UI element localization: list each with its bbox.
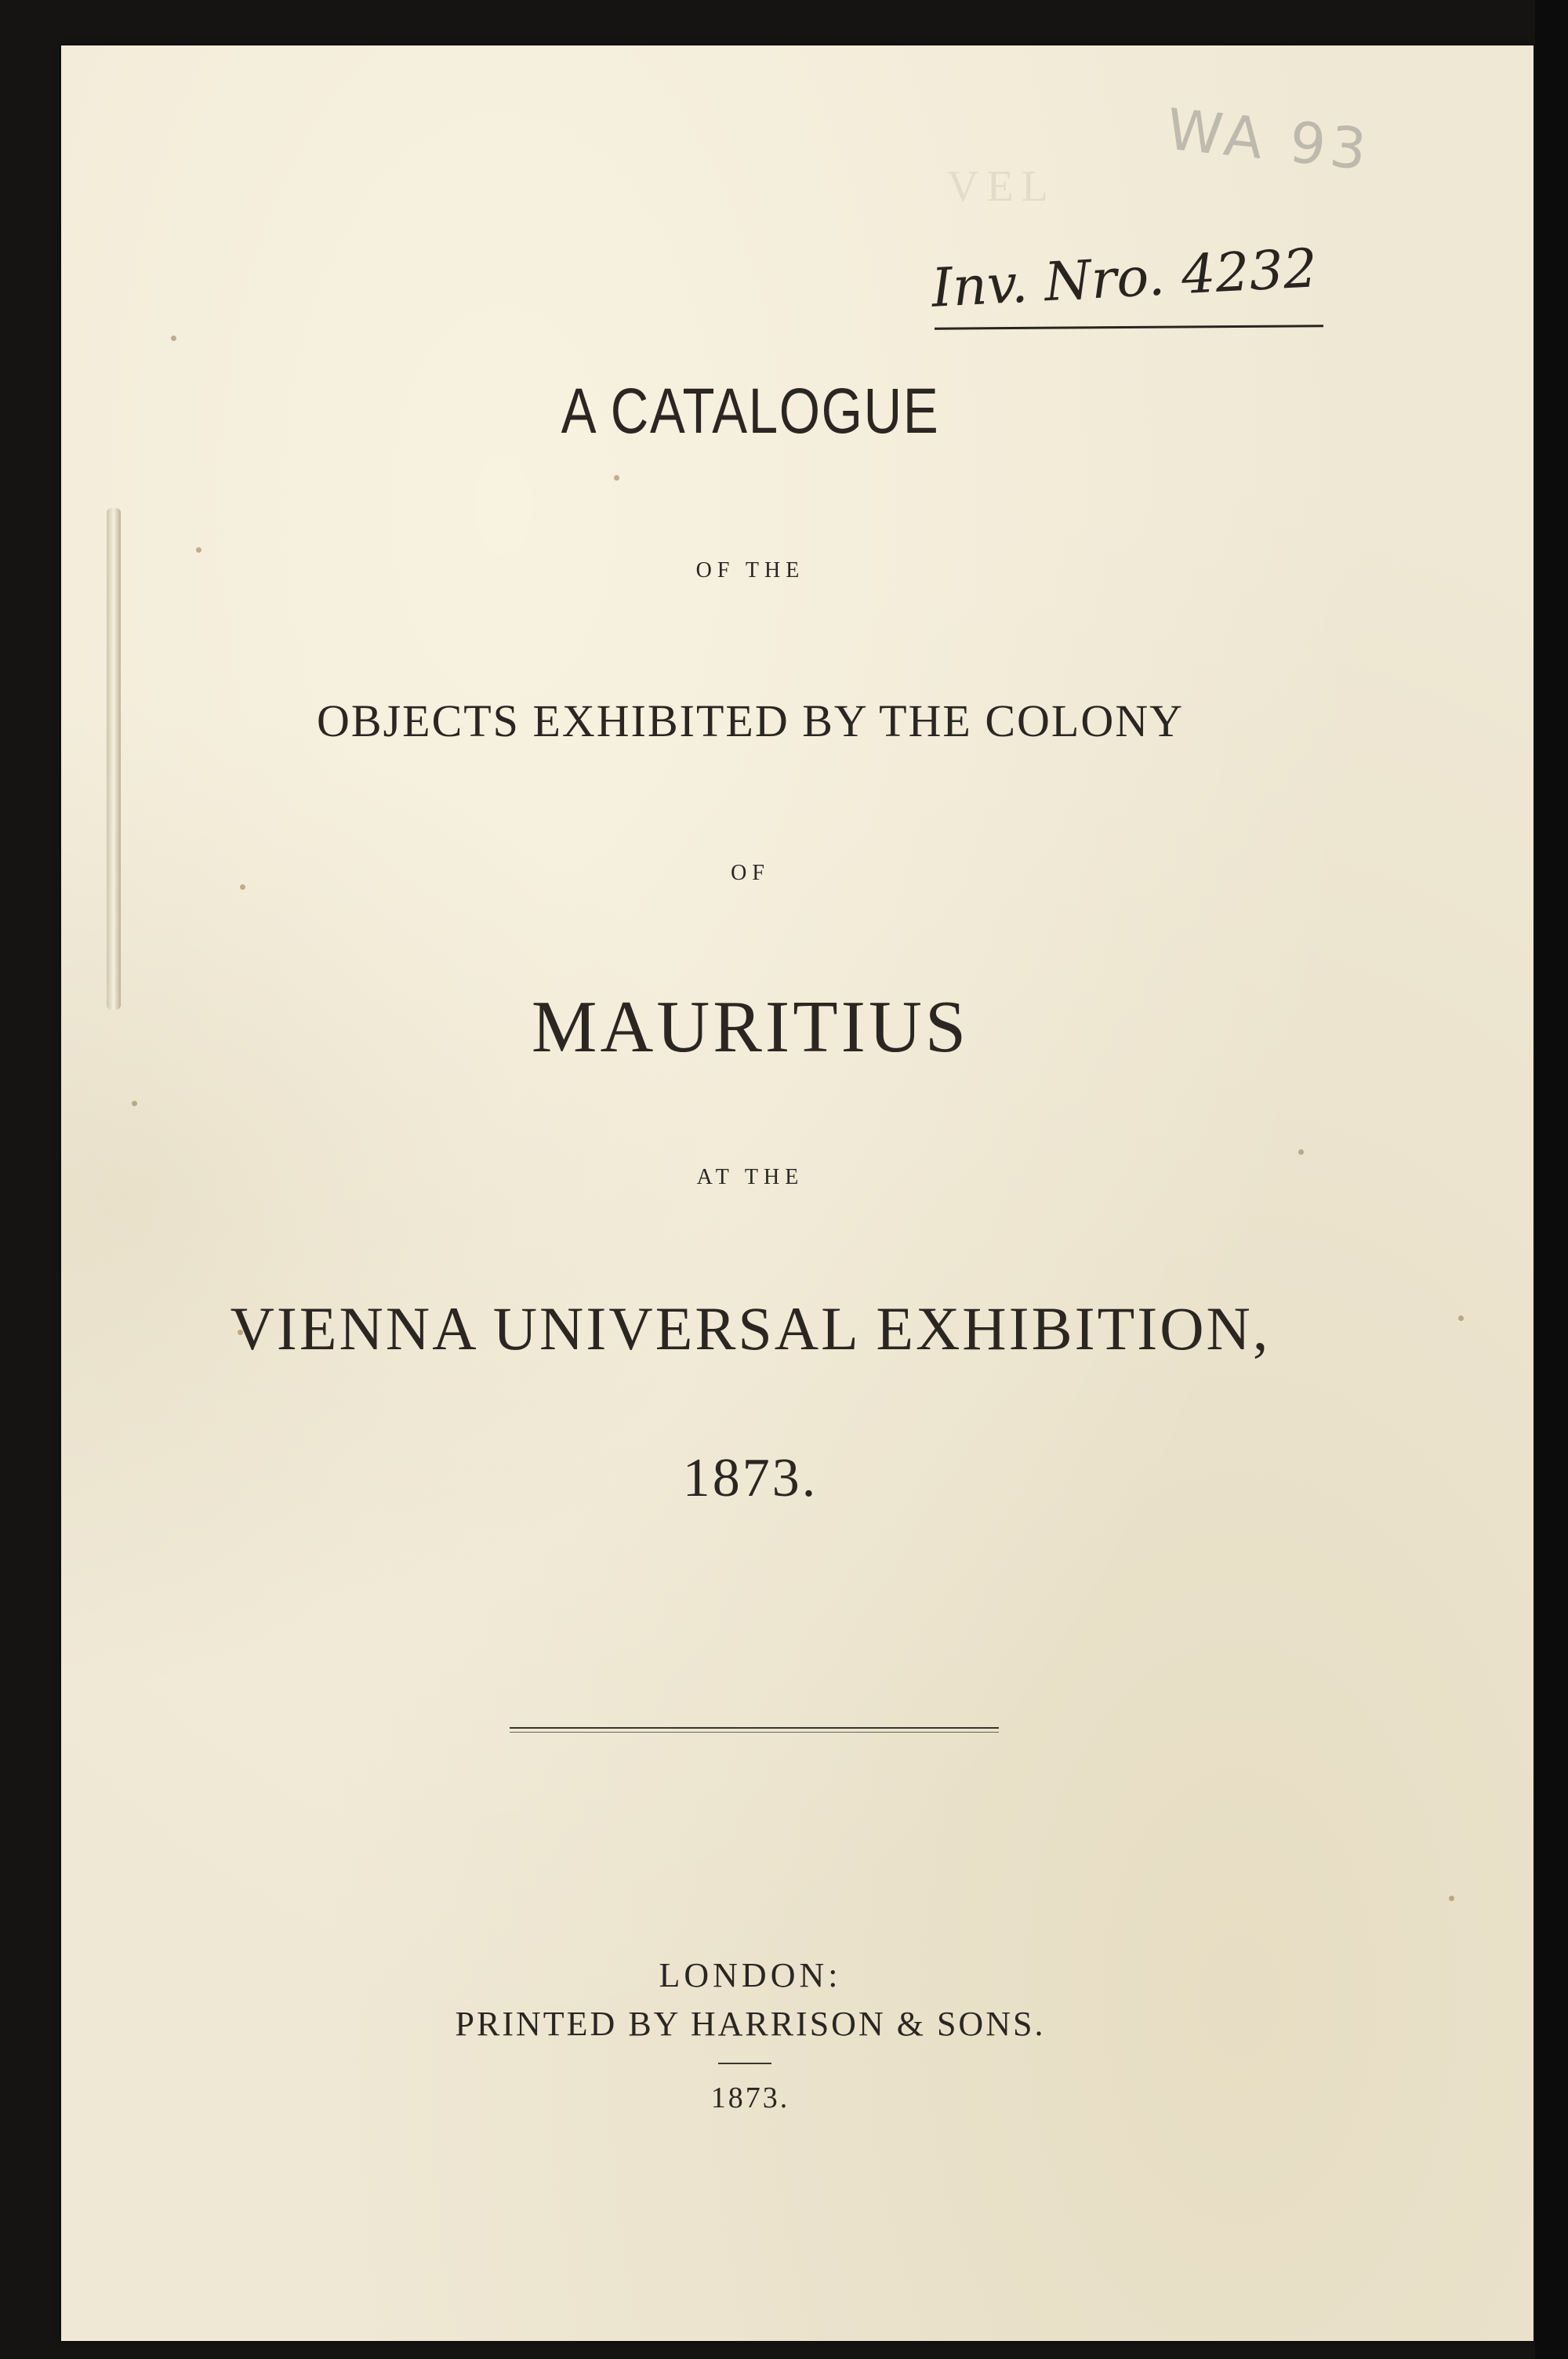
pencil-shelfmark: WA 93 [1163,96,1374,183]
colony-name: MAURITIUS [531,986,970,1068]
imprint-year: 1873. [710,2081,790,2114]
exhibition-name: VIENNA UNIVERSAL EXHIBITION, [230,1294,1271,1363]
binding-thread [107,508,121,1010]
scan-background-edge [1535,0,1568,2359]
document-title: A CATALOGUE [561,376,940,447]
foxing-spot [171,336,176,341]
imprint-short-rule [718,2063,771,2064]
exhibition-year: 1873. [682,1448,818,1508]
handwritten-underline [935,325,1323,329]
title-subject: OBJECTS EXHIBITED BY THE COLONY [317,695,1184,746]
title-page [61,45,1534,2341]
foxing-spot [614,475,619,481]
imprint-printer: PRINTED BY HARRISON & SONS. [455,2005,1046,2043]
foxing-spot [1298,1149,1304,1155]
foxing-spot [1449,1896,1454,1901]
handwritten-inventory-number: Inv. Nro. 4232 [930,238,1319,320]
title-divider-rule [510,1727,999,1733]
foxing-spot [196,547,201,553]
foxing-spot [132,1101,137,1106]
title-connector-of: OF [731,861,770,885]
title-connector-at-the: AT THE [696,1165,804,1189]
imprint-city: LONDON: [659,1956,842,1994]
show-through-text: VEL [947,162,1056,211]
title-connector-of-the: OF THE [695,558,805,582]
